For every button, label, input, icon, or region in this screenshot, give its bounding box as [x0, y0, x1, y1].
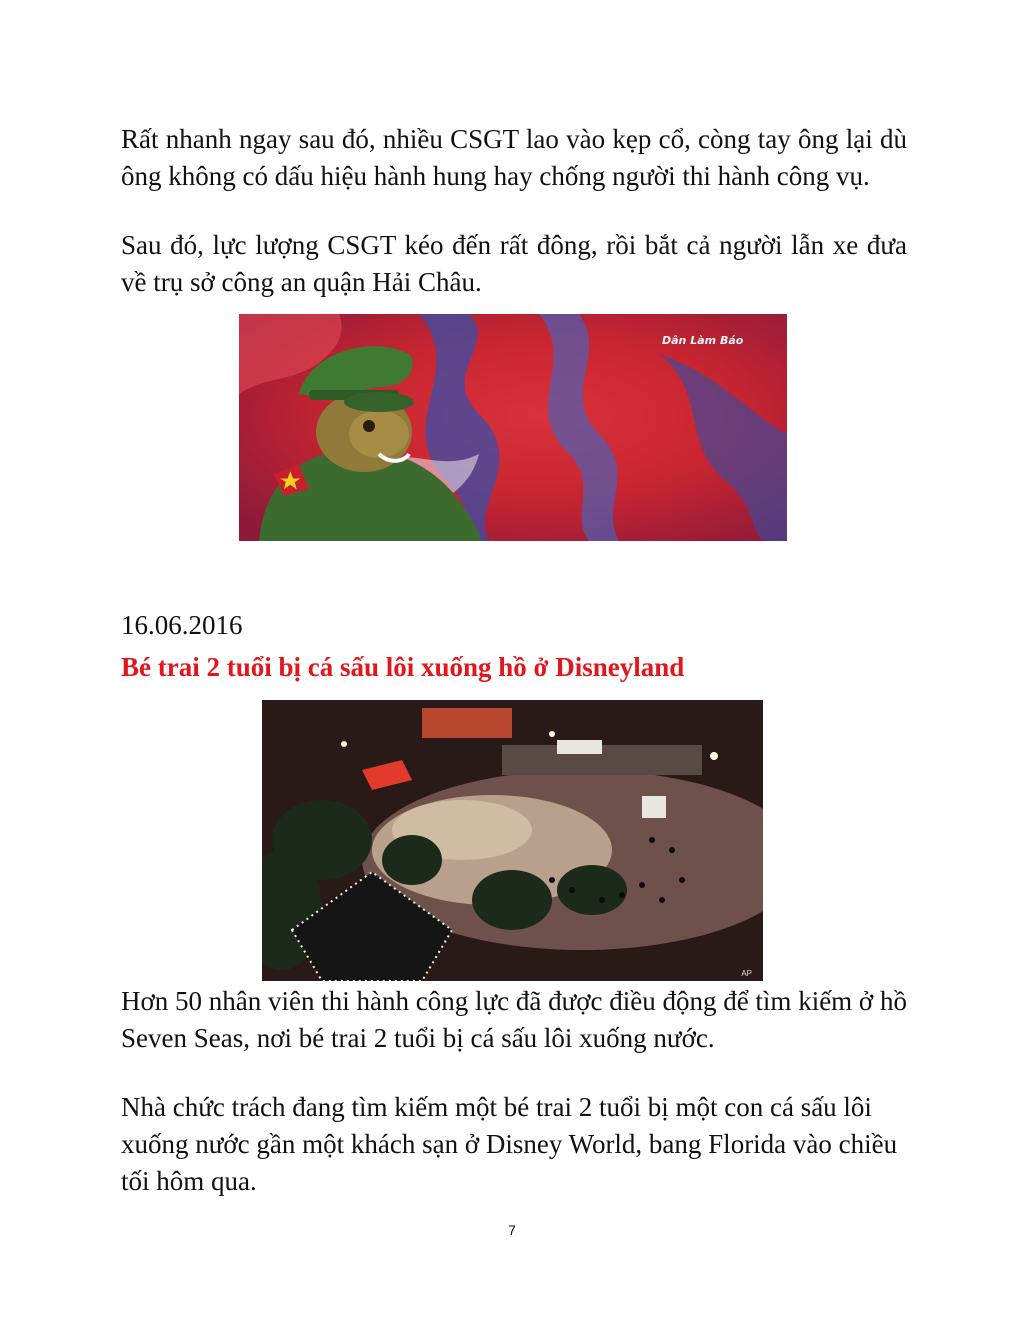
article1-paragraph-1: Rất nhanh ngay sau đó, nhiều CSGT lao vào kẹp cổ, còng tay ông lại dù ông không có dấu hiệu hành hung hay chống người thi hành công vụ.	[121, 124, 907, 191]
article-date: 16.06.2016	[121, 610, 243, 640]
cartoon-illustration	[239, 314, 787, 541]
article-headline: Bé trai 2 tuổi bị cá sấu lôi xuống hồ ở Disneyland	[121, 652, 685, 682]
photo-figure	[262, 700, 763, 981]
article2-paragraph-2: Nhà chức trách đang tìm kiếm một bé trai 2 tuổi bị một con cá sấu lôi xuống nước gần một khách sạn ở Disney World, bang Florida vào chiều tối hôm qua.	[121, 1092, 898, 1196]
photo-credit: AP	[741, 969, 752, 978]
watermark-text: Dân Làm Báo	[662, 334, 744, 347]
article1-paragraph-2: Sau đó, lực lượng CSGT kéo đến rất đông, rồi bắt cả người lẫn xe đưa về trụ sở công an quận Hải Châu.	[121, 230, 907, 297]
page-number: 7	[508, 1222, 516, 1238]
article2-paragraph-1: Hơn 50 nhân viên thi hành công lực đã được điều động để tìm kiếm ở hồ Seven Seas, nơi bé trai 2 tuổi bị cá sấu lôi xuống nước.	[121, 986, 907, 1053]
aerial-photo	[262, 700, 763, 981]
cartoon-figure	[239, 314, 787, 541]
